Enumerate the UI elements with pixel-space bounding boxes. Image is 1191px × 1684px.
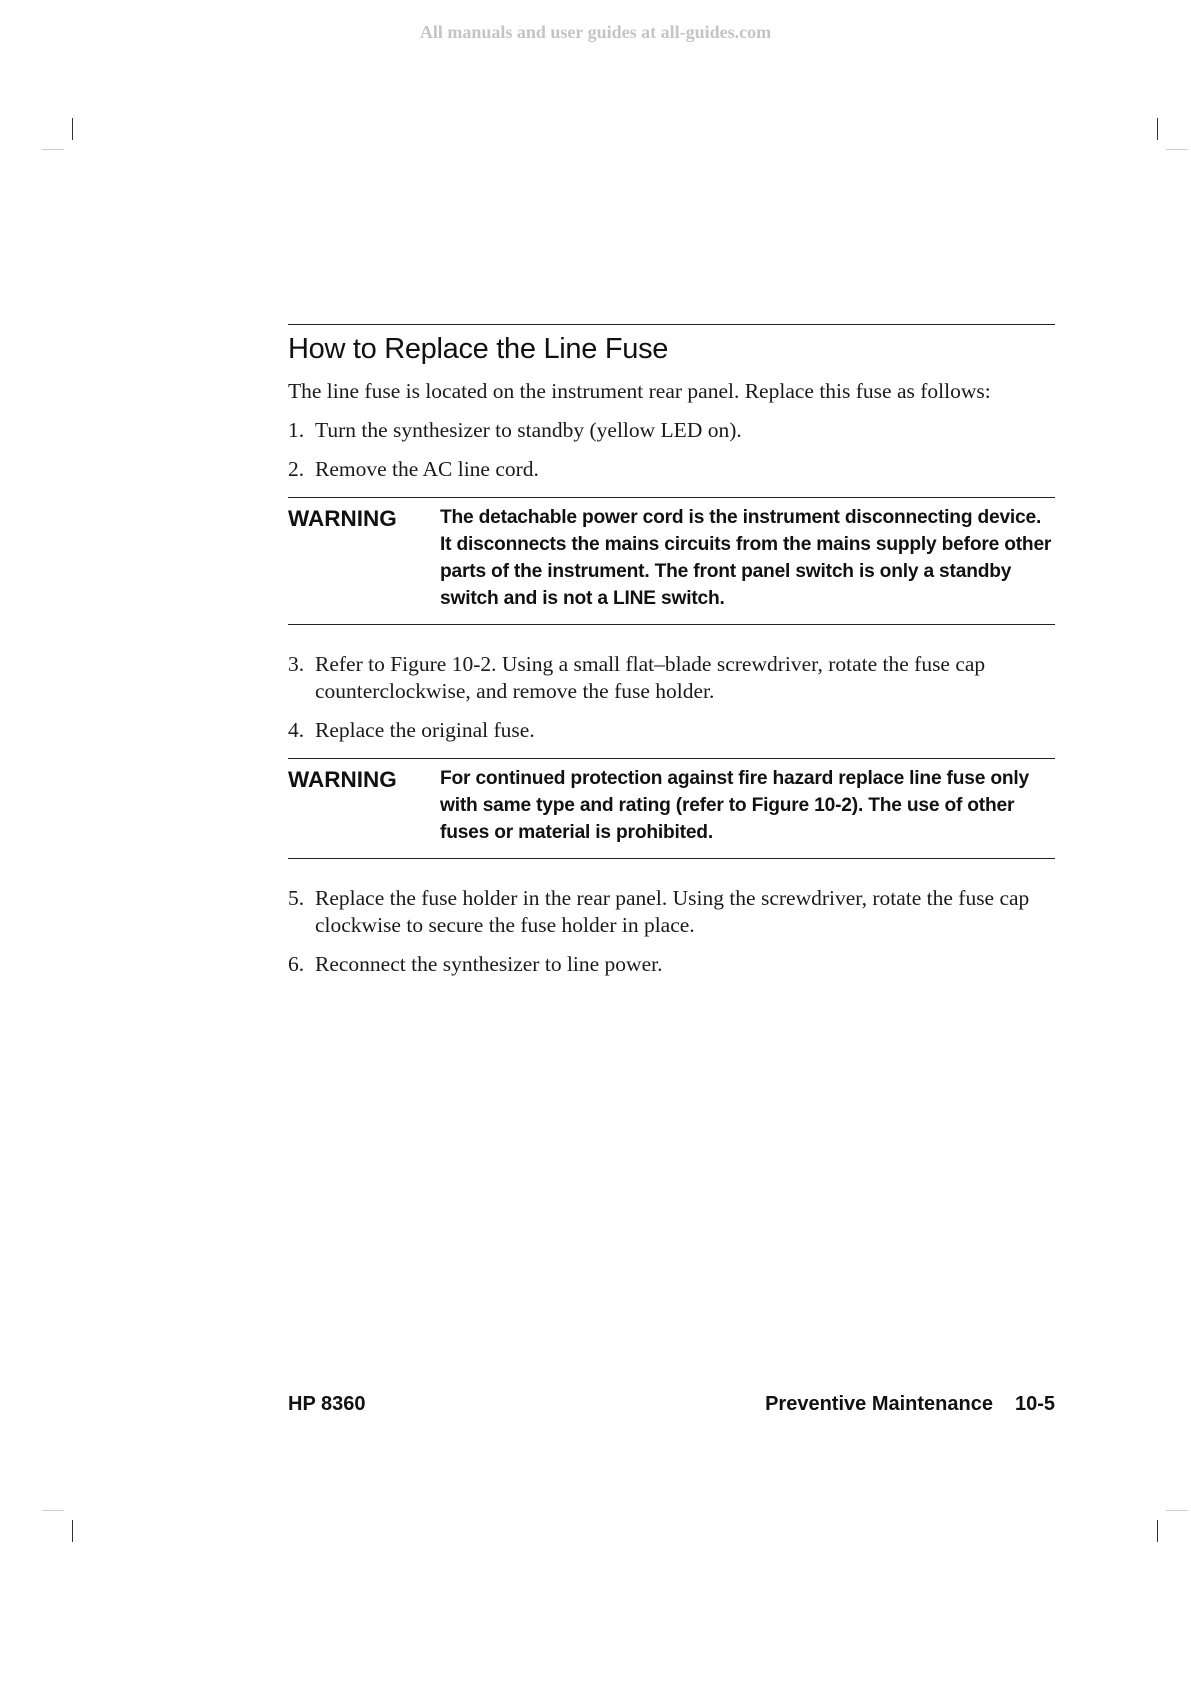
watermark: All manuals and user guides at all-guides.com [419,22,772,42]
step-text: Reconnect the synthesizer to line power. [315,952,663,976]
list-item [288,651,1055,705]
list-item [288,417,1055,444]
step-text: Replace the fuse holder in the rear panel. Using the screwdriver, rotate the fuse cap clockwise to secure the fuse holder in place. [315,886,1030,937]
page-footer [288,1393,1055,1416]
crop-mark [72,1520,73,1542]
warning-text: The detachable power cord is the instrument disconnecting device. It disconnects the mains circuits from the mains supply before other parts of the instrument. The front panel switch is only a standby switch and is not a LINE switch. [440,507,1052,609]
crop-mark [42,1510,64,1511]
list-item [288,951,1055,978]
footer-right [765,1393,1055,1416]
step-text: Turn the synthesizer to standby (yellow LED on). [315,418,742,442]
crop-mark [72,118,73,140]
footer-section: Preventive Maintenance [765,1393,993,1415]
step-text: Remove the AC line cord. [315,457,539,481]
warning-box [288,497,1055,625]
list-item [288,885,1055,939]
footer-model: HP 8360 [288,1393,366,1415]
steps-list-c [288,885,1055,978]
page-title: How to Replace the Line Fuse [288,333,669,365]
step-number: 6. [288,952,305,976]
page-content [288,324,1055,990]
list-item [288,456,1055,483]
intro-paragraph: The line fuse is located on the instrument rear panel. Replace this fuse as follows: [288,379,991,403]
steps-list-b [288,651,1055,744]
crop-mark [1166,149,1188,150]
step-text: Refer to Figure 10-2. Using a small flat–blade screwdriver, rotate the fuse cap counterclockwise, and remove the fuse holder. [315,652,986,703]
step-number: 3. [288,652,305,676]
warning-box [288,758,1055,859]
crop-mark [1166,1510,1188,1511]
step-number: 5. [288,886,305,910]
warning-label: WARNING [288,506,397,531]
footer-page-number: 10-5 [1014,1393,1055,1415]
crop-mark [42,149,64,150]
crop-mark [1157,1520,1158,1542]
step-text: Replace the original fuse. [315,718,535,742]
warning-label: WARNING [288,767,397,792]
step-number: 2. [288,457,305,481]
warning-text: For continued protection against fire hazard replace line fuse only with same type and rating (refer to Figure 10-2). The use of other fuses or material is prohibited. [440,768,1029,843]
section-rule [288,324,1055,325]
step-number: 4. [288,718,305,742]
steps-list-a [288,417,1055,483]
list-item [288,717,1055,744]
crop-mark [1157,118,1158,140]
step-number: 1. [288,418,305,442]
